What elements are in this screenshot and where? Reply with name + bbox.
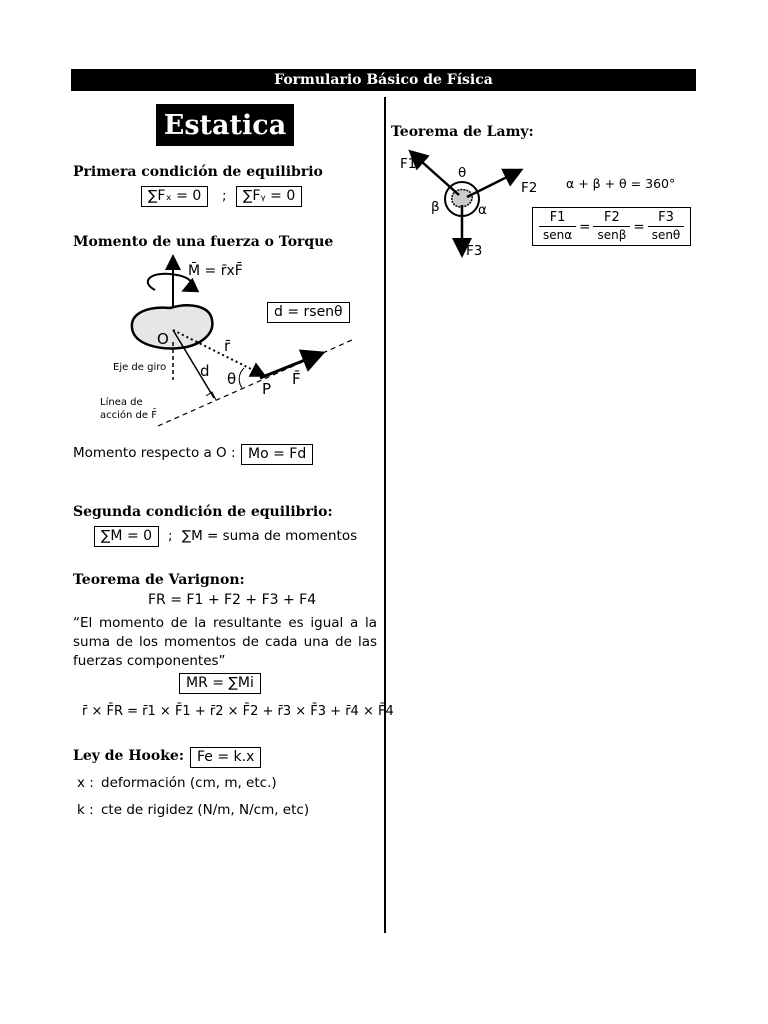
- varignon-heading: Teorema de Varignon:: [73, 572, 245, 588]
- lamy-den-3: senθ: [651, 228, 681, 242]
- section-title: Estatica: [163, 109, 287, 141]
- lamy-frac-1: [539, 210, 576, 243]
- lamy-num-1: F1: [539, 210, 576, 227]
- lamy-F1-arrow: [412, 153, 459, 195]
- column-divider: [384, 97, 386, 933]
- lamy-label-F1: F1: [400, 156, 417, 172]
- hooke-formula: Fe = k.x: [190, 747, 261, 768]
- moment-formula: Mo = Fd: [241, 444, 313, 465]
- second-condition-eq: ∑M = 0: [94, 526, 159, 547]
- lamy-num-2: F2: [593, 210, 630, 227]
- first-condition-eq-y: ∑Fᵧ = 0: [236, 186, 302, 207]
- label-line-2: acción de F̄: [100, 410, 157, 421]
- varignon-cross: r̄ × F̄R = r̄1 × F̄1 + r̄2 × F̄2 + r̄3 × F̄3 + r̄4 × F̄4: [82, 704, 394, 719]
- first-condition-eq-x: ∑Fₓ = 0: [141, 186, 208, 207]
- document-header: [71, 69, 696, 91]
- lamy-formula-box: [532, 207, 691, 246]
- label-P: P: [262, 380, 272, 398]
- label-O: O: [157, 330, 169, 348]
- varignon-sum: FR = F1 + F2 + F3 + F4: [148, 592, 317, 608]
- varignon-quote: “El momento de la resultante es igual a la suma de los momentos de cada una de las fuerzas componentes”: [73, 615, 377, 669]
- hooke-x-label: x :: [77, 775, 94, 791]
- torque-formula-d: d = rsenθ: [267, 302, 350, 323]
- lamy-label-F3: F3: [466, 243, 483, 259]
- lamy-num-3: F3: [648, 210, 685, 227]
- label-theta: θ: [227, 370, 237, 388]
- lamy-frac-3: [648, 210, 685, 243]
- label-F: F̄: [292, 370, 301, 388]
- hooke-x-desc: deformación (cm, m, etc.): [101, 775, 277, 791]
- section-title-box: [156, 104, 294, 146]
- lamy-F2-arrow: [467, 171, 519, 197]
- lamy-eq-2: =: [633, 218, 645, 235]
- rigid-body: [132, 305, 213, 348]
- force-arrow: [260, 354, 320, 378]
- lamy-label-theta: θ: [458, 165, 467, 181]
- lamy-label-beta: β: [431, 199, 440, 215]
- second-condition-heading: Segunda condición de equilibrio:: [73, 504, 333, 520]
- right-angle-mark: [206, 392, 216, 400]
- label-d: d: [200, 362, 210, 380]
- hooke-k-desc: cte de rigidez (N/m, N/cm, etc): [101, 802, 310, 818]
- lamy-eq-1: =: [579, 218, 591, 235]
- lamy-label-F2: F2: [521, 180, 538, 196]
- lamy-heading: Teorema de Lamy:: [391, 124, 534, 140]
- label-axis: Eje de giro: [113, 362, 167, 373]
- first-condition-heading: Primera condición de equilibrio: [73, 164, 323, 180]
- label-line-1: Línea de: [100, 397, 143, 408]
- document-title: Formulario Básico de Física: [274, 72, 493, 88]
- lamy-label-alpha: α: [478, 202, 487, 218]
- hooke-k-label: k :: [77, 802, 94, 818]
- label-r: r̄: [224, 337, 231, 355]
- lamy-frac-2: [593, 210, 630, 243]
- second-condition-desc: ∑M = suma de momentos: [182, 528, 358, 544]
- lamy-den-2: senβ: [597, 228, 627, 242]
- lamy-angle-sum: α + β + θ = 360°: [566, 176, 676, 191]
- moment-text: Momento respecto a O :: [73, 445, 236, 461]
- hooke-heading: Ley de Hooke:: [73, 748, 185, 764]
- second-condition-separator: ;: [168, 528, 173, 544]
- theta-arc: [239, 368, 244, 388]
- lamy-den-1: senα: [543, 228, 573, 242]
- torque-heading: Momento de una fuerza o Torque: [73, 234, 334, 250]
- varignon-MR: MR = ∑Mi: [179, 673, 261, 694]
- torque-formula-M: M̄ = r̄xF̄: [188, 263, 243, 279]
- first-condition-separator: ;: [222, 188, 227, 204]
- rotation-arrow: [148, 274, 192, 290]
